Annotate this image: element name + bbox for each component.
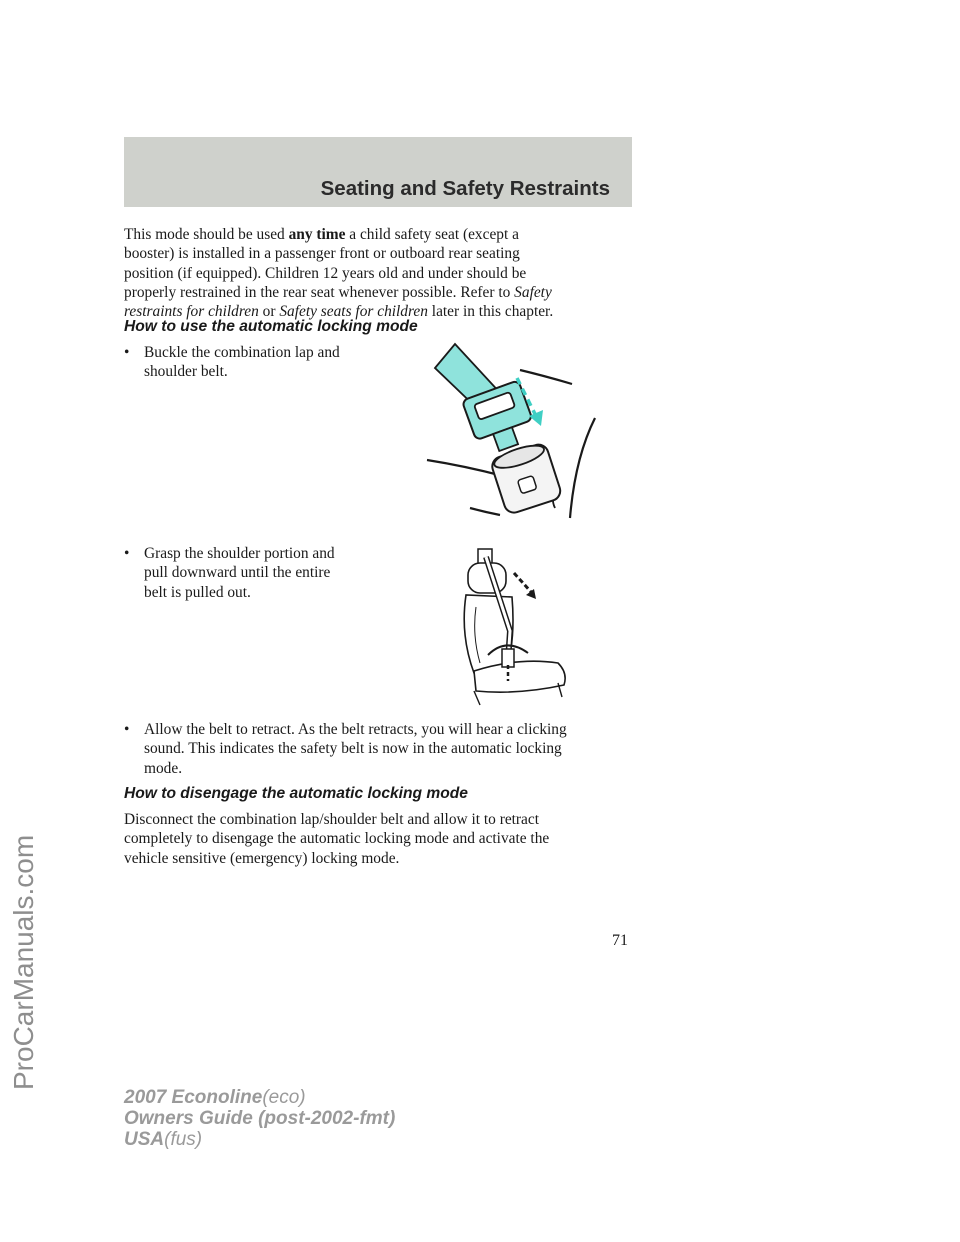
bullet-symbol: •	[124, 344, 130, 361]
bullet-text-3	[144, 720, 567, 778]
bullet-1-line-1: Buckle the combination lap and	[144, 344, 340, 361]
footer-model-code: (eco)	[262, 1087, 306, 1108]
ref-safety-restraints-b: restraints for children	[124, 303, 259, 321]
seat-belt-pull-illustration	[458, 545, 578, 707]
bullet-text-1	[144, 343, 340, 382]
disengage-paragraph	[124, 810, 644, 868]
disengage-line-1: Disconnect the combination lap/shoulder belt and allow it to retract	[124, 811, 539, 828]
intro-line-2: booster) is installed in a passenger front or outboard rear seating	[124, 245, 520, 263]
bullet-2-line-3: belt is pulled out.	[144, 583, 251, 601]
intro-or: or	[258, 303, 280, 321]
intro-paragraph	[124, 225, 644, 321]
footer-model: 2007 Econoline	[124, 1087, 263, 1108]
disengage-line-2: completely to disengage the automatic locking mode and activate the	[124, 830, 550, 848]
bullet-2-line-1: Grasp the shoulder portion and	[144, 545, 335, 562]
bullet-2-line-2: pull downward until the entire	[144, 564, 331, 582]
bullet-3-line-2: sound. This indicates the safety belt is now in the automatic locking	[144, 740, 562, 758]
bullet-3-line-1: Allow the belt to retract. As the belt retracts, you will hear a clicking	[144, 721, 567, 738]
heading-use-automatic-locking: How to use the automatic locking mode	[124, 318, 418, 335]
section-title: Seating and Safety Restraints	[320, 177, 610, 200]
ref-safety-seats: Safety seats for children	[279, 303, 428, 321]
watermark: ProCarManuals.com	[8, 834, 39, 1090]
ref-safety-restraints-a: Safety	[514, 283, 552, 301]
bullet-1-line-2: shoulder belt.	[144, 363, 228, 381]
intro-text-4: properly restrained in the rear seat whenever possible. Refer to	[124, 283, 515, 301]
buckle-latch-illustration	[425, 338, 605, 528]
intro-tail: later in this chapter.	[427, 303, 554, 321]
intro-line-3: position (if equipped). Children 12 years old and under should be	[124, 264, 527, 282]
section-header-band	[124, 137, 632, 207]
document-footer	[124, 1087, 395, 1150]
intro-text-2: a child safety seat (except a	[345, 226, 519, 243]
page-number: 71	[612, 932, 628, 949]
intro-line-4	[124, 283, 644, 302]
bullet-symbol: •	[124, 545, 130, 562]
bullet-text-2	[144, 544, 335, 602]
footer-guide: Owners Guide (post-2002-fmt)	[124, 1108, 396, 1129]
bullet-item-2	[124, 544, 404, 604]
bullet-3-line-3: mode.	[144, 759, 183, 777]
intro-text-1: This mode should be used	[124, 226, 289, 243]
disengage-line-3: vehicle sensitive (emergency) locking mode.	[124, 849, 400, 867]
footer-line-3	[124, 1129, 395, 1150]
intro-bold-any-time: any time	[288, 226, 346, 243]
footer-region-code: (fus)	[164, 1129, 203, 1150]
footer-region: USA	[124, 1129, 165, 1150]
footer-line-1	[124, 1087, 395, 1108]
bullet-item-3	[124, 720, 644, 780]
bullet-item-1	[124, 343, 404, 383]
heading-disengage-automatic-locking: How to disengage the automatic locking mode	[124, 785, 468, 802]
intro-line-1	[124, 225, 644, 244]
bullet-symbol: •	[124, 721, 130, 738]
